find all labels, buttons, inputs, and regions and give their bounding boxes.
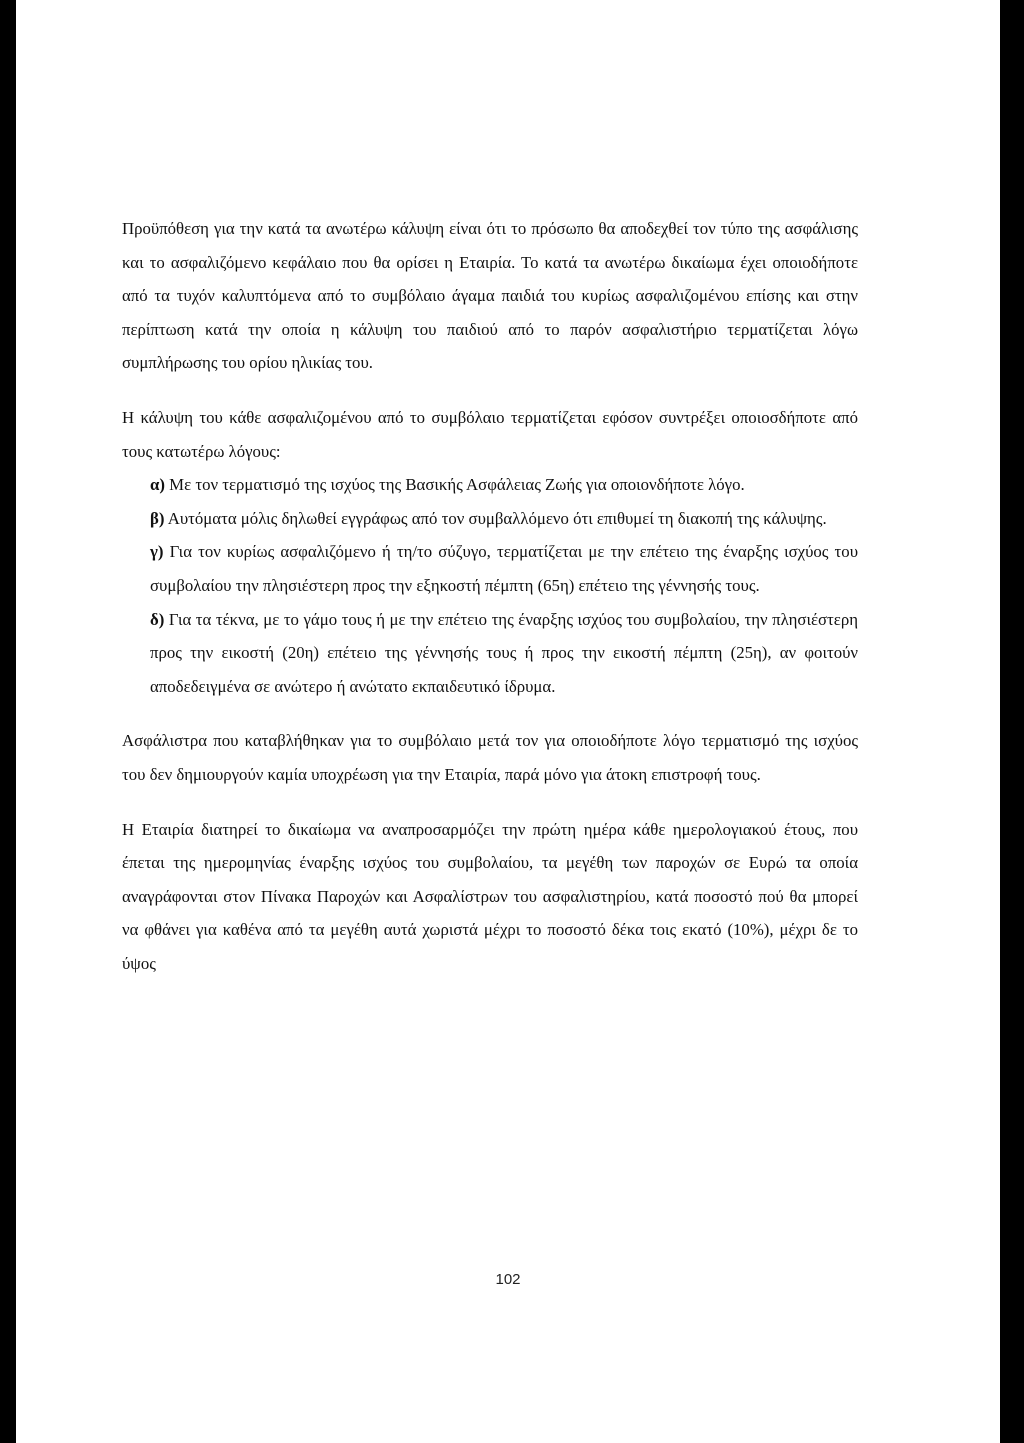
list-item <box>150 502 858 536</box>
list-item-text: Για τον κυρίως ασφαλιζόμενο ή τη/το σύζυγο, τερματίζεται με την επέτειο της έναρξης ισχύος του συμβολαίου την πλησιέστερη προς την εξηκοστή πέμπτη (65η) επέτειο της γέννησής τους. <box>150 542 858 595</box>
list-marker: δ) <box>150 609 165 629</box>
paragraph-termination-intro: Η κάλυψη του κάθε ασφαλιζομένου από το συμβόλαιο τερματίζεται εφόσον συντρέξει οποιοσδήποτε από τους κατωτέρω λόγους: <box>122 407 858 461</box>
list-item <box>150 468 858 502</box>
paragraph-coverage-condition: Προϋπόθεση για την κατά τα ανωτέρω κάλυψη είναι ότι το πρόσωπο θα αποδεχθεί τον τύπο της ασφάλισης και το ασφαλιζόμενο κεφάλαιο που θα ορίσει η Εταιρία. Το κατά τα ανωτέρω δικαίωμα έχει οποιοδήποτε από τα τυχόν καλυπτόμενα από το συμβόλαιο άγαμα παιδιά του κυρίως ασφαλιζομένου επίσης και στην περίπτωση κατά την οποία η κάλυψη του παιδιού από το παρόν ασφαλιστήριο τερματίζεται λόγω συμπλήρωσης του ορίου ηλικίας του. <box>122 219 858 373</box>
list-item-text: Για τα τέκνα, με το γάμο τους ή με την επέτειο της έναρξης ισχύος του συμβολαίου, την πλησιέστερη προς την εικοστή (20η) επέτειο της γέννησής τους ή προς την εικοστή πέμπτη (25η), αν φοιτούν αποδεδειγμένα σε ανώτερο ή ανώτατο εκπαιδευτικό ίδρυμα. <box>150 609 858 696</box>
page-number: 102 <box>495 1271 521 1288</box>
list-item-text: Αυτόματα μόλις δηλωθεί εγγράφως από τον συμβαλλόμενο ότι επιθυμεί τη διακοπή της κάλυψης. <box>167 508 827 528</box>
list-marker: α) <box>150 475 165 495</box>
list-marker: γ) <box>150 542 164 562</box>
document-page <box>16 0 1000 1443</box>
list-item-text: Με τον τερματισμό της ισχύος της Βασικής Ασφάλειας Ζωής για οποιονδήποτε λόγο. <box>169 475 745 495</box>
document-body <box>122 212 858 1001</box>
paragraph-benefit-adjustment: Η Εταιρία διατηρεί το δικαίωμα να αναπροσαρμόζει την πρώτη ημέρα κάθε ημερολογιακού έτους, που έπεται της ημερομηνίας έναρξης ισχύος του συμβολαίου, τα μεγέθη των παροχών σε Ευρώ τα οποία αναγράφονται στον Πίνακα Παροχών και Ασφαλίστρων του ασφαλιστηρίου, κατά ποσοστό πού θα μπορεί να φθάνει για καθένα από τα μεγέθη αυτά χωριστά μέχρι το ποσοστό δέκα τοις εκατό (10%), μέχρι δε το ύψος <box>122 819 858 973</box>
list-item <box>150 603 858 704</box>
list-marker: β) <box>150 508 165 528</box>
termination-reasons-list <box>122 468 858 703</box>
paragraph-premiums-refund: Ασφάλιστρα που καταβλήθηκαν για το συμβόλαιο μετά τον για οποιοδήποτε λόγο τερματισμό της ισχύος του δεν δημιουργούν καμία υποχρέωση για την Εταιρία, παρά μόνο για άτοκη επιστροφή τους. <box>122 731 858 784</box>
list-item <box>150 535 858 602</box>
